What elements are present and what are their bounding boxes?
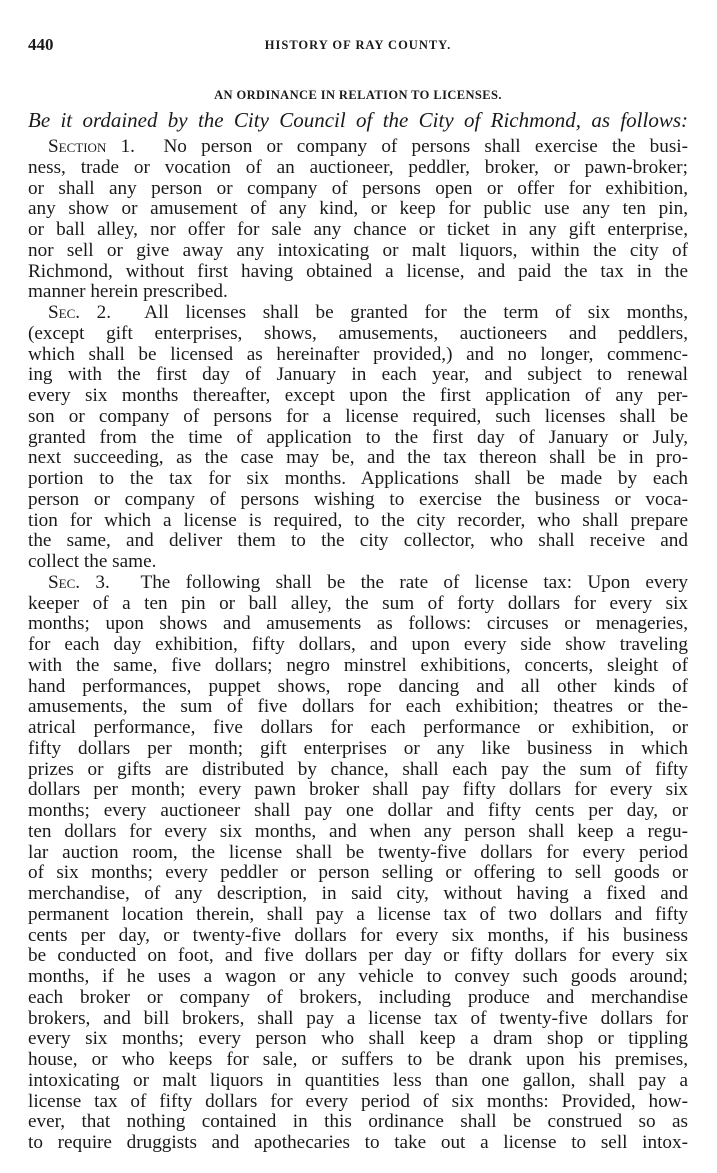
- text-line: house, or who keeps for sale, or suffers to be drank upon his premises,: [28, 1049, 688, 1070]
- text-line: ten dollars for every six months, and when any person shall keep a regu-: [28, 820, 688, 842]
- text-line: license tax of fifty dollars for every period of six months: Provided, how-: [28, 1090, 688, 1112]
- text-line: fifty dollars per month; gift enterprises or any like business in which: [28, 737, 688, 759]
- text-line: dollars per month; every pawn broker shall pay fifty dollars for every six: [28, 779, 688, 801]
- text-line: next succeeding, as the case may be, and the tax thereon shall be in pro-: [28, 447, 688, 469]
- text-line: (except gift enterprises, shows, amusements, auctioneers and peddlers,: [28, 322, 688, 344]
- text-line: with the same, five dollars; negro minstrel exhibitions, concerts, sleight of: [28, 654, 688, 676]
- text-line: intoxicating or malt liquors in quantities less than one gallon, shall pay a: [28, 1069, 688, 1091]
- text-line: ness, trade or vocation of an auctioneer, peddler, broker, or pawn-broker;: [28, 156, 688, 178]
- text-line: tion for which a license is required, to the city recorder, who shall prepare: [28, 509, 688, 531]
- text-line: manner herein prescribed.: [28, 281, 228, 303]
- text-line: portion to the tax for six months. Applications shall be made by each: [28, 468, 688, 489]
- text-line: months; upon shows and amusements as follows: circuses or menageries,: [28, 613, 688, 635]
- text-line: ever, that nothing contained in this ordinance shall be construed so as: [28, 1111, 688, 1133]
- text-line: ing with the first day of January in each year, and subject to renewal: [28, 364, 688, 386]
- text-line: cents per day, or twenty-five dollars for every six months, if his business: [28, 924, 688, 946]
- text-line: collect the same.: [28, 551, 157, 572]
- text-line: lar auction room, the license shall be twenty-five dollars for every period: [28, 841, 688, 863]
- text-line: or shall any person or company of persons open or offer for exhibition,: [28, 177, 688, 199]
- line-text: The following shall be the rate of license tax: Upon every: [140, 571, 688, 593]
- text-line: of six months; every peddler or person selling or offering to sell goods or: [28, 862, 688, 884]
- text-line: merchandise, of any description, in said city, without having a fixed and: [28, 883, 688, 904]
- text-line: hand performances, puppet shows, rope dancing and all other kinds of: [28, 675, 688, 697]
- text-line: [28, 303, 688, 324]
- text-line: nor sell or give away any intoxicating or malt liquors, within the city of: [28, 239, 688, 261]
- enacting-clause: Be it ordained by the City Council of the City of Richmond, as follows:: [28, 108, 688, 132]
- text-line: person or company of persons wishing to exercise the business or voca-: [28, 488, 688, 510]
- section-label: Sec. 3.: [48, 571, 110, 593]
- text-line: every six months; every person who shall keep a dram shop or tippling: [28, 1028, 688, 1050]
- text-line: atrical performance, five dollars for each performance or exhibition, or: [28, 717, 688, 738]
- page-number: 440: [28, 35, 54, 54]
- text-line: brokers, and bill brokers, shall pay a license tax of twenty-five dollars for: [28, 1007, 688, 1029]
- line-text: No person or company of persons shall exercise the busi-: [163, 136, 689, 157]
- text-line: Richmond, without first having obtained a license, and paid the tax in the: [28, 260, 688, 282]
- text-line: any show or amusement of any kind, or keep for public use any ten pin,: [28, 198, 688, 220]
- text-line: [28, 573, 688, 594]
- text-line: or ball alley, nor offer for sale any chance or ticket in any gift enterprise,: [28, 219, 688, 240]
- text-line: granted from the time of application to the first day of January or July,: [28, 426, 688, 448]
- text-line: each broker or company of brokers, including produce and merchandise: [28, 986, 688, 1008]
- ordinance-body: [28, 137, 688, 1154]
- page-header: [28, 35, 688, 57]
- text-line: the same, and deliver them to the city collector, who shall receive and: [28, 530, 688, 552]
- text-line: prizes or gifts are distributed by chance, shall each pay the sum of fifty: [28, 758, 688, 780]
- text-line: be conducted on foot, and five dollars per day or fifty dollars for every six: [28, 945, 688, 967]
- section-label: Sec. 2.: [48, 302, 112, 323]
- ordinance-title: AN ORDINANCE IN RELATION TO LICENSES.: [214, 88, 502, 102]
- text-line: to require druggists and apothecaries to take out a license to sell intox-: [28, 1132, 688, 1153]
- text-line: which shall be licensed as hereinafter provided,) and no longer, commenc-: [28, 343, 688, 365]
- text-line: for each day exhibition, fifty dollars, and upon every side show traveling: [28, 634, 688, 655]
- text-line: keeper of a ten pin or ball alley, the sum of forty dollars for every six: [28, 592, 688, 614]
- running-title: HISTORY OF RAY COUNTY.: [264, 38, 452, 52]
- text-line: months, if he uses a wagon or any vehicle to convey such goods around;: [28, 966, 688, 987]
- text-line: permanent location therein, shall pay a license tax of two dollars and fifty: [28, 903, 688, 925]
- text-line: [28, 137, 688, 158]
- text-line: son or company of persons for a license required, such licenses shall be: [28, 405, 688, 427]
- line-text: All licenses shall be granted for the term of six months,: [144, 302, 688, 323]
- text-line: every six months thereafter, except upon the first application of any per-: [28, 385, 688, 406]
- text-line: amusements, the sum of five dollars for each exhibition; theatres or the-: [28, 696, 688, 718]
- section-label: Section 1.: [48, 136, 135, 157]
- text-line: months; every auctioneer shall pay one dollar and fifty cents per day, or: [28, 800, 688, 821]
